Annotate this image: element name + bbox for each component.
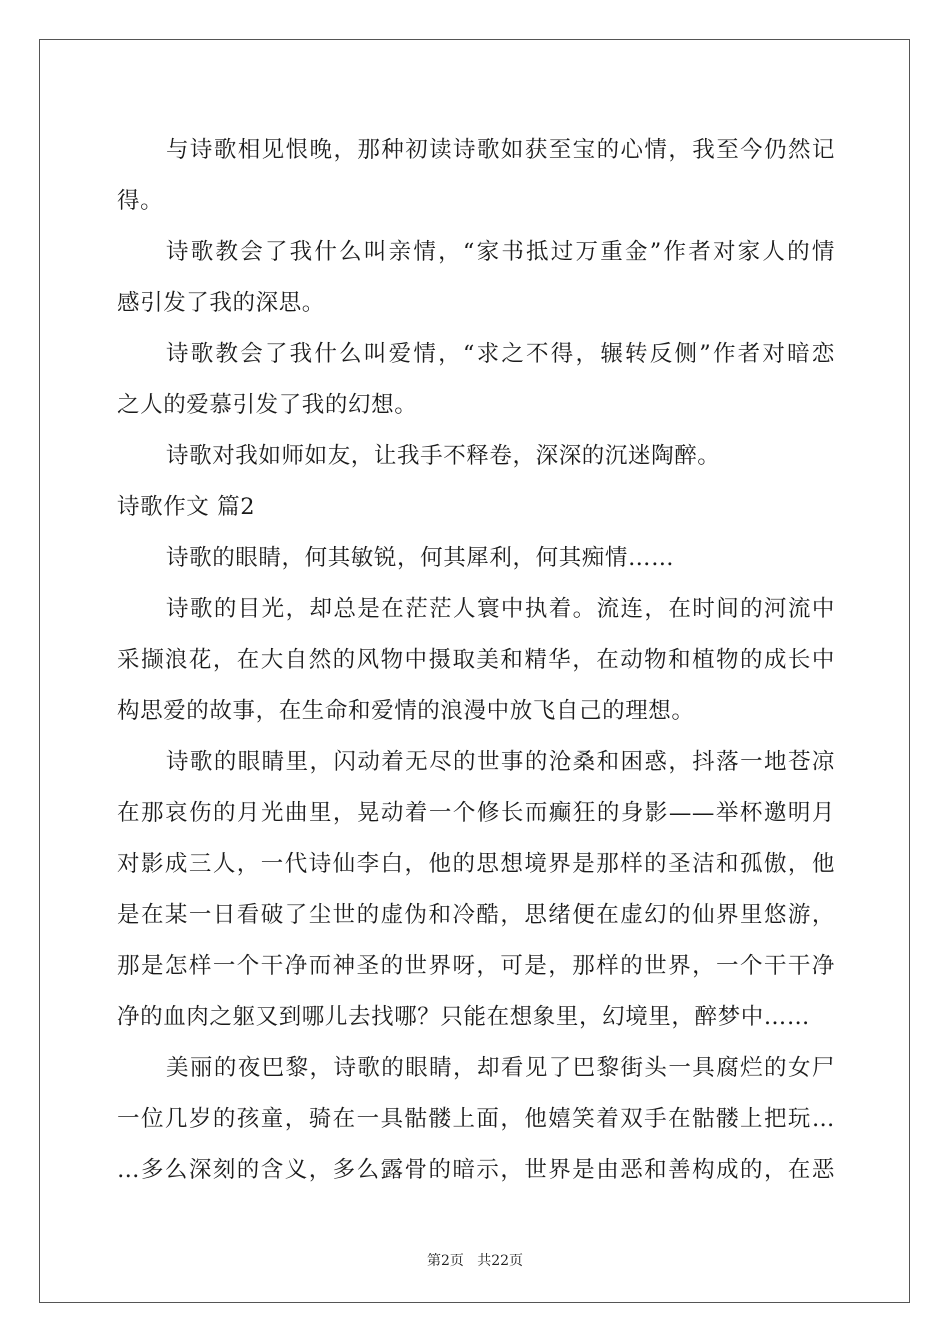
paragraph-line: 得。 [117, 188, 164, 214]
paragraph-line: 那是怎样一个干净而神圣的世界呀，可是，那样的世界，一个干干净 [117, 953, 835, 979]
paragraph-line: 与诗歌相见恨晚，那种初读诗歌如获至宝的心情，我至今仍然记 [166, 137, 835, 163]
paragraph-line: 诗歌对我如师如友，让我手不释卷，深深的沉迷陶醉。 [166, 443, 721, 469]
paragraph-line: 诗歌教会了我什么叫爱情，“求之不得，辗转反侧”作者对暗恋 [166, 341, 835, 367]
document-body [117, 125, 835, 1196]
paragraph-line: 采撷浪花，在大自然的风物中摄取美和精华，在动物和植物的成长中 [117, 647, 835, 673]
paragraph-line: 之人的爱慕引发了我的幻想。 [117, 392, 418, 418]
paragraph-line: 美丽的夜巴黎，诗歌的眼睛，却看见了巴黎街头一具腐烂的女尸 [166, 1055, 835, 1081]
paragraph-line: 构思爱的故事，在生命和爱情的浪漫中放飞自己的理想。 [117, 698, 695, 724]
paragraph-line: 净的血肉之躯又到哪儿去找哪？只能在想象里，幻境里，醉梦中…… [117, 1004, 811, 1030]
paragraph-line: 对影成三人，一代诗仙李白，他的思想境界是那样的圣洁和孤傲，他 [117, 851, 835, 877]
paragraph-line: 诗歌的目光，却总是在茫茫人寰中执着。流连，在时间的河流中 [166, 596, 835, 622]
paragraph-line: 诗歌的眼睛里，闪动着无尽的世事的沧桑和困惑，抖落一地苍凉 [166, 749, 835, 775]
paragraph-line: 诗歌的眼睛，何其敏锐，何其犀利，何其痴情…… [166, 545, 675, 571]
section-heading: 诗歌作文 篇2 [117, 494, 256, 520]
paragraph-line: 一位几岁的孩童，骑在一具骷髅上面，他嬉笑着双手在骷髅上把玩… [117, 1106, 835, 1132]
paragraph-line: 感引发了我的深思。 [117, 290, 325, 316]
page-footer: 第2页 共22页 [426, 1253, 524, 1269]
paragraph-line: 在那哀伤的月光曲里，晃动着一个修长而癫狂的身影——举杯邀明月 [117, 800, 835, 826]
paragraph-line: 诗歌教会了我什么叫亲情，“家书抵过万重金”作者对家人的情 [166, 239, 835, 265]
paragraph-line: …多么深刻的含义，多么露骨的暗示，世界是由恶和善构成的，在恶 [117, 1157, 835, 1183]
paragraph-line: 是在某一日看破了尘世的虚伪和冷酷，思绪便在虚幻的仙界里悠游， [117, 902, 835, 928]
